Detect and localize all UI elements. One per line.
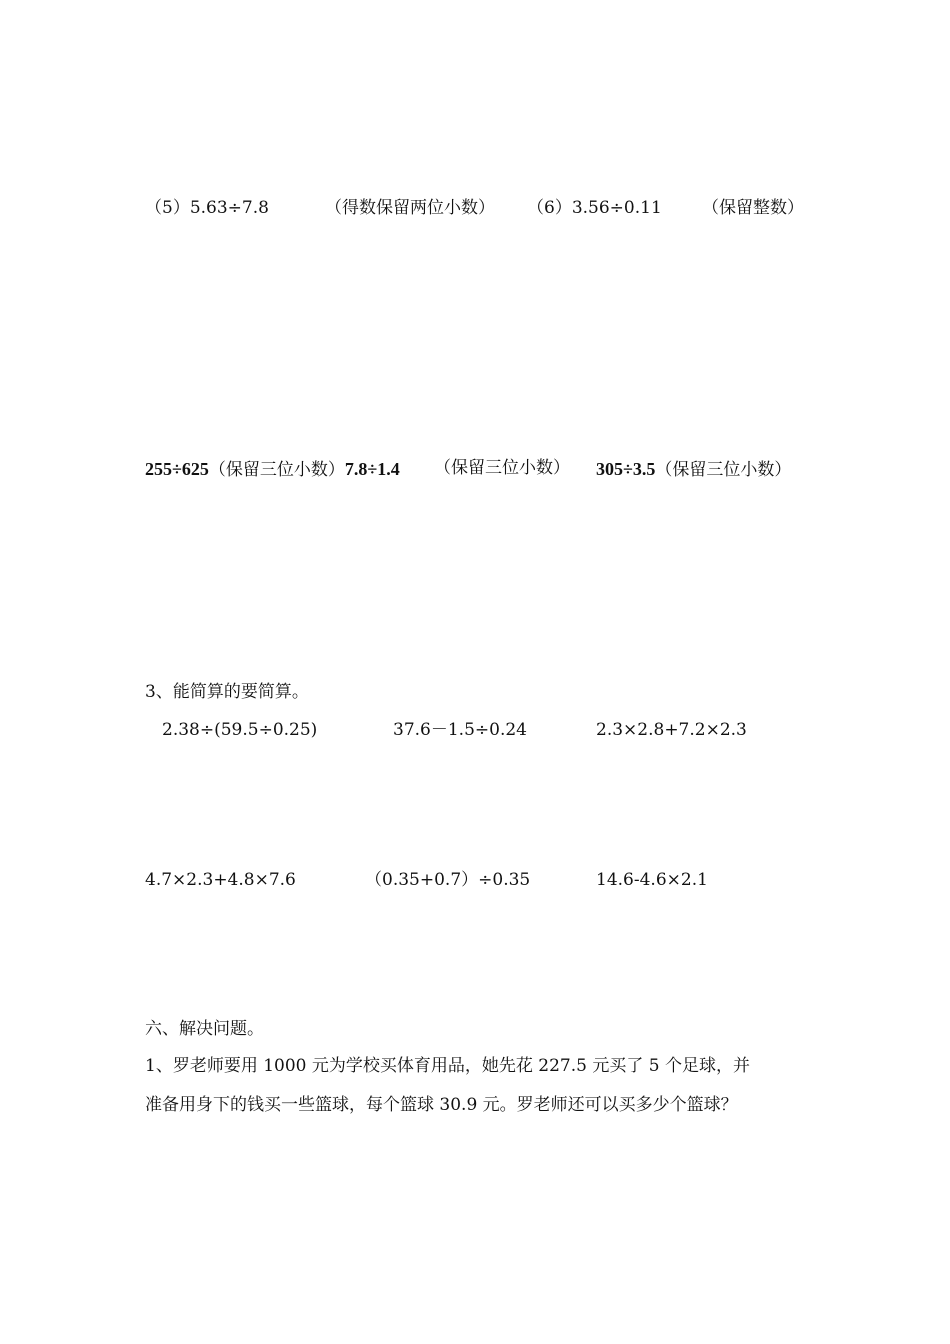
- division-c-expression: 305÷3.5: [596, 459, 656, 479]
- q5-note: （得数保留两位小数）: [325, 198, 495, 218]
- section6-heading: 六、解决问题。: [145, 1019, 264, 1039]
- simplify-item: 2.3×2.8+7.2×2.3: [596, 720, 747, 740]
- division-row: [145, 460, 400, 479]
- division-c-note: （保留三位小数）: [655, 460, 792, 480]
- q6-note: （保留整数）: [702, 198, 804, 218]
- division-b-expression: 7.8÷1.4: [344, 459, 400, 479]
- simplify-item: 4.7×2.3+4.8×7.6: [145, 870, 296, 890]
- q5-expression: （5）5.63÷7.8: [145, 198, 269, 218]
- division-a-expression: 255÷625: [145, 459, 209, 479]
- problem1-line2: 准备用身下的钱买一些篮球，每个篮球 30.9 元。罗老师还可以买多少个篮球？: [145, 1095, 738, 1115]
- division-a-note: （保留三位小数）: [208, 460, 345, 480]
- problem1-line1: 1、罗老师要用 1000 元为学校买体育用品，她先花 227.5 元买了 5 个足球，并: [145, 1056, 750, 1076]
- simplify-item: 2.38÷(59.5÷0.25): [162, 720, 318, 740]
- simplify-item: 37.6－1.5÷0.24: [393, 720, 527, 740]
- q6-expression: （6）3.56÷0.11: [527, 198, 662, 218]
- section3-heading: 3、能简算的要简算。: [145, 682, 309, 702]
- simplify-item: （0.35+0.7）÷0.35: [365, 870, 531, 890]
- division-c-group: [596, 460, 791, 479]
- division-b-note: （保留三位小数）: [434, 458, 570, 478]
- simplify-item: 14.6-4.6×2.1: [596, 870, 708, 890]
